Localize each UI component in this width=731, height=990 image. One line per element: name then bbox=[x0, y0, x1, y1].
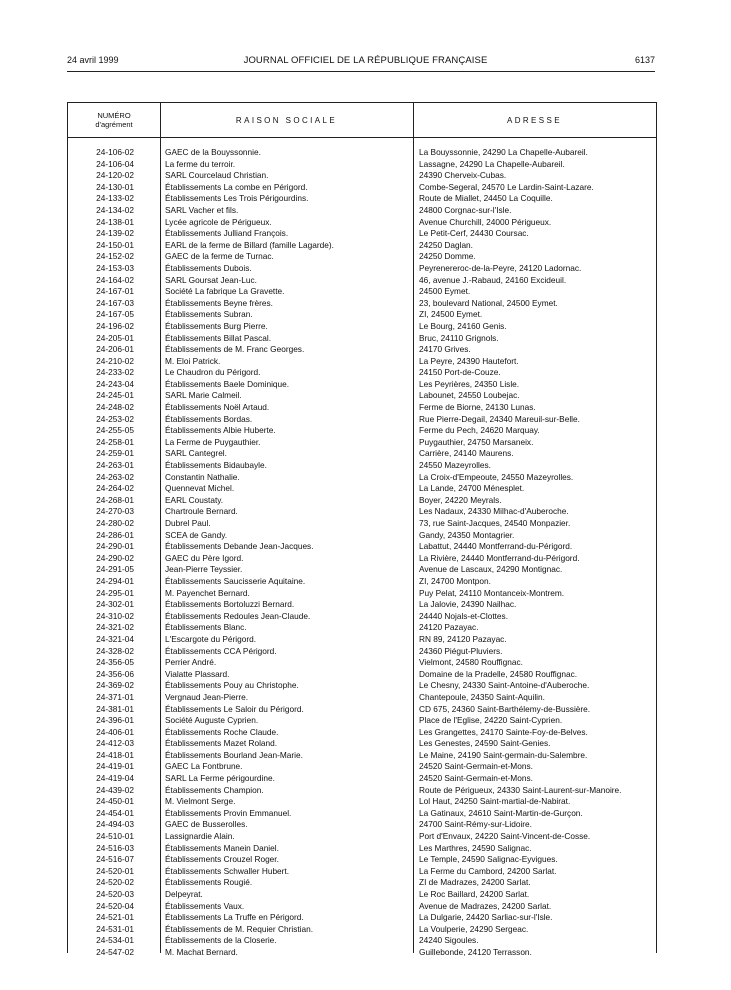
row-adresse: 24550 Mazeyrolles. bbox=[419, 460, 491, 471]
row-adresse: 24240 Sigoules. bbox=[419, 935, 479, 946]
row-number: 24-263-01 bbox=[96, 460, 134, 471]
row-raison-sociale: Établissements Saucisserie Aquitaine. bbox=[165, 575, 306, 586]
row-adresse: Puy Pelat, 24110 Montanceix-Montrem. bbox=[419, 587, 565, 598]
table-row bbox=[68, 808, 656, 820]
row-adresse: 24170 Grives. bbox=[419, 344, 471, 355]
row-number: 24-302-01 bbox=[96, 599, 134, 610]
row-number: 24-450-01 bbox=[96, 796, 134, 807]
row-adresse: Route de Périgueux, 24330 Saint-Laurent-sur-Manoire. bbox=[419, 784, 622, 795]
row-number: 24-253-02 bbox=[96, 413, 134, 424]
column-header-adresse: ADRESSE bbox=[506, 115, 563, 125]
row-number: 24-164-02 bbox=[96, 274, 134, 285]
row-number: 24-531-01 bbox=[96, 923, 134, 934]
row-raison-sociale: L'Escargote du Périgord. bbox=[165, 633, 257, 644]
row-number: 24-139-02 bbox=[96, 228, 134, 239]
row-raison-sociale: Établissements Noël Artaud. bbox=[165, 402, 270, 413]
row-adresse: 24700 Saint-Rémy-sur-Lidoire. bbox=[419, 819, 532, 830]
row-raison-sociale: Établissements Beyne frères. bbox=[165, 297, 273, 308]
row-raison-sociale: La ferme du terroir. bbox=[165, 158, 236, 169]
table-row bbox=[68, 761, 656, 773]
row-adresse: Les Nadaux, 24330 Milhac-d'Auberoche. bbox=[419, 506, 569, 517]
row-number: 24-150-01 bbox=[96, 239, 134, 250]
table-row bbox=[68, 309, 656, 321]
row-number: 24-295-01 bbox=[96, 587, 134, 598]
table-row bbox=[68, 495, 656, 507]
row-number: 24-494-03 bbox=[96, 819, 134, 830]
table-row bbox=[68, 205, 656, 217]
row-raison-sociale: Perrier André. bbox=[165, 657, 217, 668]
table-row bbox=[68, 599, 656, 611]
row-number: 24-371-01 bbox=[96, 691, 134, 702]
row-adresse: Le Maine, 24190 Saint-germain-du-Salembre. bbox=[419, 749, 588, 760]
table-row bbox=[68, 553, 656, 565]
row-adresse: ZI, 24700 Montpon. bbox=[419, 575, 491, 586]
table-header bbox=[68, 103, 656, 138]
row-adresse: 24390 Cherveix-Cubas. bbox=[419, 170, 507, 181]
table-row bbox=[68, 935, 656, 947]
row-raison-sociale: M. Eloi Patrick. bbox=[165, 355, 221, 366]
row-number: 24-328-02 bbox=[96, 645, 134, 656]
row-number: 24-294-01 bbox=[96, 575, 134, 586]
row-raison-sociale: Établissements Julliand François. bbox=[165, 228, 289, 239]
table-row bbox=[68, 680, 656, 692]
row-number: 24-259-01 bbox=[96, 448, 134, 459]
row-raison-sociale: Chartroule Bernard. bbox=[165, 506, 238, 517]
row-number: 24-120-02 bbox=[96, 170, 134, 181]
row-raison-sociale: La Ferme de Puygauthier. bbox=[165, 436, 261, 447]
row-raison-sociale: M. Machat Bernard. bbox=[165, 946, 238, 957]
row-raison-sociale: SARL Courcelaud Christian. bbox=[165, 170, 269, 181]
row-raison-sociale: Établissements Pouy au Christophe. bbox=[165, 680, 299, 691]
table-row bbox=[68, 576, 656, 588]
row-number: 24-381-01 bbox=[96, 703, 134, 714]
row-number: 24-138-01 bbox=[96, 216, 134, 227]
row-raison-sociale: Vialatte Plassard. bbox=[165, 668, 230, 679]
row-raison-sociale: Société Auguste Cyprien. bbox=[165, 715, 259, 726]
row-adresse: Ferme du Pech, 24620 Marquay. bbox=[419, 425, 540, 436]
row-raison-sociale: Quennevat Michel. bbox=[165, 483, 235, 494]
row-number: 24-520-01 bbox=[96, 865, 134, 876]
row-adresse: La Ferme du Cambord, 24200 Sarlat. bbox=[419, 865, 557, 876]
column-header-numero-line2: d'agrément bbox=[95, 120, 133, 129]
row-number: 24-406-01 bbox=[96, 726, 134, 737]
row-adresse: 24250 Daglan. bbox=[419, 239, 473, 250]
column-header-numero bbox=[68, 103, 160, 137]
row-number: 24-412-03 bbox=[96, 738, 134, 749]
table-row bbox=[68, 402, 656, 414]
row-number: 24-419-01 bbox=[96, 761, 134, 772]
row-adresse: Les Genestes, 24590 Saint-Genies. bbox=[419, 738, 551, 749]
row-adresse: Avenue Churchill, 24000 Périgueux. bbox=[419, 216, 552, 227]
row-adresse: La Dulgarie, 24420 Sarliac-sur-l'Isle. bbox=[419, 912, 553, 923]
row-number: 24-245-01 bbox=[96, 390, 134, 401]
row-raison-sociale: Société La fabrique La Gravette. bbox=[165, 286, 285, 297]
table-row bbox=[68, 298, 656, 310]
table-row bbox=[68, 379, 656, 391]
row-adresse: Route de Miallet, 24450 La Coquille. bbox=[419, 193, 553, 204]
row-raison-sociale: Établissements La combe en Périgord. bbox=[165, 181, 308, 192]
row-adresse: La Voulperie, 24290 Sergeac. bbox=[419, 923, 529, 934]
row-adresse: 46, avenue J.-Rabaud, 24160 Excideuil. bbox=[419, 274, 567, 285]
row-number: 24-106-04 bbox=[96, 158, 134, 169]
row-raison-sociale: Établissements Rougié. bbox=[165, 877, 253, 888]
row-raison-sociale: EARL de la ferme de Billard (famille Lagarde). bbox=[165, 239, 334, 250]
row-number: 24-130-01 bbox=[96, 181, 134, 192]
table-row bbox=[68, 947, 656, 959]
table-row bbox=[68, 924, 656, 936]
table-row bbox=[68, 657, 656, 669]
table-row bbox=[68, 564, 656, 576]
table-row bbox=[68, 530, 656, 542]
table-row bbox=[68, 831, 656, 843]
row-adresse: La Croix-d'Empeoute, 24550 Mazeyrolles. bbox=[419, 471, 574, 482]
row-adresse: Avenue de Lascaux, 24290 Montignac. bbox=[419, 564, 563, 575]
row-adresse: ZI, 24500 Eymet. bbox=[419, 309, 483, 320]
row-raison-sociale: Constantin Nathalie. bbox=[165, 471, 240, 482]
header-title: JOURNAL OFFICIEL DE LA RÉPUBLIQUE FRANÇAISE bbox=[243, 55, 488, 66]
row-number: 24-205-01 bbox=[96, 332, 134, 343]
row-raison-sociale: Jean-Pierre Teyssier. bbox=[165, 564, 243, 575]
row-adresse: 24520 Saint-Germain-et-Mons. bbox=[419, 773, 533, 784]
row-adresse: Port d'Envaux, 24220 Saint-Vincent-de-Cosse. bbox=[419, 831, 591, 842]
row-number: 24-106-02 bbox=[96, 147, 134, 157]
row-raison-sociale: SCEA de Gandy. bbox=[165, 529, 228, 540]
row-number: 24-418-01 bbox=[96, 749, 134, 760]
row-raison-sociale: Établissements Manein Daniel. bbox=[165, 842, 279, 853]
row-number: 24-290-02 bbox=[96, 552, 134, 563]
table-row bbox=[68, 715, 656, 727]
table-row bbox=[68, 704, 656, 716]
row-adresse: Labounet, 24550 Loubejac. bbox=[419, 390, 520, 401]
table-row bbox=[68, 356, 656, 368]
row-adresse: Avenue de Madrazes, 24200 Sarlat. bbox=[419, 900, 552, 911]
row-raison-sociale: Établissements Les Trois Périgourdins. bbox=[165, 193, 309, 204]
row-adresse: Ferme de Biorne, 24130 Lunas. bbox=[419, 402, 536, 413]
table-row bbox=[68, 750, 656, 762]
row-raison-sociale: Établissements Blanc. bbox=[165, 622, 247, 633]
row-raison-sociale: GAEC de Busserolles. bbox=[165, 819, 248, 830]
row-raison-sociale: Établissements Mazet Roland. bbox=[165, 738, 278, 749]
table-row bbox=[68, 843, 656, 855]
row-raison-sociale: Établissements Debande Jean-Jacques. bbox=[165, 541, 314, 552]
row-adresse: Carrière, 24140 Maurens. bbox=[419, 448, 514, 459]
table-row bbox=[68, 889, 656, 901]
row-adresse: ZI de Madrazes, 24200 Sarlat. bbox=[419, 877, 531, 888]
row-number: 24-290-01 bbox=[96, 541, 134, 552]
row-raison-sociale: Établissements CCA Périgord. bbox=[165, 645, 277, 656]
table-row bbox=[68, 448, 656, 460]
row-raison-sociale: M. Vielmont Serge. bbox=[165, 796, 236, 807]
row-number: 24-356-06 bbox=[96, 668, 134, 679]
row-raison-sociale: Établissements de la Closerie. bbox=[165, 935, 277, 946]
row-number: 24-291-05 bbox=[96, 564, 134, 575]
row-number: 24-534-01 bbox=[96, 935, 134, 946]
row-adresse: Puygauthier, 24750 Marsaneix. bbox=[419, 436, 534, 447]
row-number: 24-419-04 bbox=[96, 773, 134, 784]
row-raison-sociale: Établissements Dubois. bbox=[165, 262, 252, 273]
row-adresse: Le Temple, 24590 Salignac-Eyvigues. bbox=[419, 854, 558, 865]
row-number: 24-520-04 bbox=[96, 900, 134, 911]
row-adresse: Le Petit-Cerf, 24430 Coursac. bbox=[419, 228, 529, 239]
row-adresse: Les Marthres, 24590 Salignac. bbox=[419, 842, 532, 853]
table-row bbox=[68, 912, 656, 924]
row-adresse: 23, boulevard National, 24500 Eymet. bbox=[419, 297, 558, 308]
row-number: 24-321-02 bbox=[96, 622, 134, 633]
table-row bbox=[68, 390, 656, 402]
row-raison-sociale: SARL Vacher et fils. bbox=[165, 204, 239, 215]
column-header-raison-sociale: RAISON SOCIALE bbox=[235, 115, 338, 125]
row-adresse: Lassagne, 24290 La Chapelle-Aubareil. bbox=[419, 158, 565, 169]
row-raison-sociale: Établissements Provin Emmanuel. bbox=[165, 807, 292, 818]
row-raison-sociale: GAEC de la ferme de Turnac. bbox=[165, 251, 274, 262]
row-number: 24-270-03 bbox=[96, 506, 134, 517]
row-adresse: Chantepoule, 24350 Saint-Aquilin. bbox=[419, 691, 545, 702]
row-number: 24-210-02 bbox=[96, 355, 134, 366]
row-number: 24-152-02 bbox=[96, 251, 134, 262]
row-raison-sociale: Le Chaudron du Périgord. bbox=[165, 367, 261, 378]
table-row bbox=[68, 819, 656, 831]
row-raison-sociale: SARL Goursat Jean-Luc. bbox=[165, 274, 257, 285]
table-row bbox=[68, 344, 656, 356]
row-adresse: RN 89, 24120 Pazayac. bbox=[419, 633, 507, 644]
row-adresse: La Peyre, 24390 Hautefort. bbox=[419, 355, 519, 366]
row-number: 24-134-02 bbox=[96, 204, 134, 215]
row-raison-sociale: Établissements Subran. bbox=[165, 309, 253, 320]
row-number: 24-243-04 bbox=[96, 378, 134, 389]
table-row bbox=[68, 692, 656, 704]
row-raison-sociale: EARL Coustaty. bbox=[165, 494, 224, 505]
table-row bbox=[68, 147, 656, 159]
row-adresse: Lol Haut, 24250 Saint-martial-de-Nabirat. bbox=[419, 796, 571, 807]
row-number: 24-310-02 bbox=[96, 610, 134, 621]
row-number: 24-454-01 bbox=[96, 807, 134, 818]
row-raison-sociale: Dubrel Paul. bbox=[165, 518, 211, 528]
table-body bbox=[68, 147, 656, 959]
row-adresse: Domaine de la Pradelle, 24580 Rouffignac. bbox=[419, 668, 578, 679]
table-row bbox=[68, 877, 656, 889]
row-number: 24-521-01 bbox=[96, 912, 134, 923]
row-adresse: La Jalovie, 24390 Nailhac. bbox=[419, 599, 517, 610]
table-row bbox=[68, 437, 656, 449]
row-raison-sociale: Établissements de M. Franc Georges. bbox=[165, 344, 305, 355]
row-adresse: La Gatinaux, 24610 Saint-Martin-de-Gurçon. bbox=[419, 807, 583, 818]
row-number: 24-167-05 bbox=[96, 309, 134, 320]
row-number: 24-167-03 bbox=[96, 297, 134, 308]
table-row bbox=[68, 506, 656, 518]
row-raison-sociale: Établissements de M. Requier Christian. bbox=[165, 923, 314, 934]
row-number: 24-516-03 bbox=[96, 842, 134, 853]
row-adresse: 24520 Saint-Germain-et-Mons. bbox=[419, 761, 533, 772]
row-adresse: CD 675, 24360 Saint-Barthélemy-de-Bussière. bbox=[419, 703, 591, 714]
row-number: 24-356-05 bbox=[96, 657, 134, 668]
row-adresse: Le Bourg, 24160 Genis. bbox=[419, 320, 507, 331]
table-row bbox=[68, 588, 656, 600]
row-raison-sociale: GAEC de la Bouyssonnie. bbox=[165, 147, 261, 157]
row-adresse: Peyrenereroc-de-la-Peyre, 24120 Ladornac. bbox=[419, 262, 582, 273]
table-row bbox=[68, 159, 656, 171]
row-number: 24-263-02 bbox=[96, 471, 134, 482]
table-row bbox=[68, 669, 656, 681]
row-raison-sociale: Vergnaud Jean-Pierre. bbox=[165, 691, 249, 702]
row-number: 24-268-01 bbox=[96, 494, 134, 505]
row-adresse: Boyer, 24220 Meyrals. bbox=[419, 494, 502, 505]
row-number: 24-196-02 bbox=[96, 320, 134, 331]
row-adresse: 24360 Piégut-Pluviers. bbox=[419, 645, 503, 656]
table-row bbox=[68, 460, 656, 472]
table-row bbox=[68, 866, 656, 878]
row-adresse: 24150 Port-de-Couze. bbox=[419, 367, 501, 378]
row-adresse: 24120 Pazayac. bbox=[419, 622, 479, 633]
table-row bbox=[68, 333, 656, 345]
row-raison-sociale: GAEC du Père Igord. bbox=[165, 552, 244, 563]
row-raison-sociale: Établissements Billat Pascal. bbox=[165, 332, 272, 343]
table-row bbox=[68, 217, 656, 229]
row-adresse: 24500 Eymet. bbox=[419, 286, 471, 297]
table-row bbox=[68, 518, 656, 530]
row-raison-sociale: Établissements La Truffe en Périgord. bbox=[165, 912, 304, 923]
row-number: 24-255-05 bbox=[96, 425, 134, 436]
row-number: 24-248-02 bbox=[96, 402, 134, 413]
row-adresse: La Lande, 24700 Ménesplet. bbox=[419, 483, 525, 494]
table-row bbox=[68, 796, 656, 808]
table-row bbox=[68, 367, 656, 379]
row-adresse: La Rivière, 24440 Montferrand-du-Périgord. bbox=[419, 552, 580, 563]
row-adresse: Les Grangettes, 24170 Sainte-Foy-de-Belves. bbox=[419, 726, 588, 737]
table-row bbox=[68, 483, 656, 495]
row-raison-sociale: GAEC La Fontbrune. bbox=[165, 761, 243, 772]
row-raison-sociale: Lassignardie Alain. bbox=[165, 831, 235, 842]
table-row bbox=[68, 773, 656, 785]
table-row bbox=[68, 193, 656, 205]
table-row bbox=[68, 727, 656, 739]
row-raison-sociale: Établissements Schwaller Hubert. bbox=[165, 865, 290, 876]
table-row bbox=[68, 634, 656, 646]
table-row bbox=[68, 240, 656, 252]
row-number: 24-280-02 bbox=[96, 518, 134, 528]
table-row bbox=[68, 901, 656, 913]
table-row bbox=[68, 414, 656, 426]
row-number: 24-133-02 bbox=[96, 193, 134, 204]
table-row bbox=[68, 622, 656, 634]
table-row bbox=[68, 170, 656, 182]
row-raison-sociale: Établissements Bordas. bbox=[165, 413, 253, 424]
row-raison-sociale: Établissements Vaux. bbox=[165, 900, 245, 911]
table-row bbox=[68, 228, 656, 240]
row-raison-sociale: Établissements Champion. bbox=[165, 784, 264, 795]
table-row bbox=[68, 541, 656, 553]
row-adresse: Labattut, 24440 Montferrand-du-Périgord. bbox=[419, 541, 573, 552]
row-raison-sociale: Établissements Bidaubayle. bbox=[165, 460, 267, 471]
table-row bbox=[68, 785, 656, 797]
row-adresse: Bruc, 24110 Grignols. bbox=[419, 332, 499, 343]
row-number: 24-510-01 bbox=[96, 831, 134, 842]
row-raison-sociale: SARL La Ferme périgourdine. bbox=[165, 773, 275, 784]
row-raison-sociale: Établissements Crouzel Roger. bbox=[165, 854, 279, 865]
row-number: 24-167-01 bbox=[96, 286, 134, 297]
row-adresse: Guillebonde, 24120 Terrasson. bbox=[419, 946, 532, 957]
table-row bbox=[68, 182, 656, 194]
row-adresse: Combe-Segeral, 24570 Le Lardin-Saint-Lazare. bbox=[419, 181, 594, 192]
table-row bbox=[68, 321, 656, 333]
row-raison-sociale: Établissements Burg Pierre. bbox=[165, 320, 268, 331]
table-row bbox=[68, 251, 656, 263]
table-row bbox=[68, 286, 656, 298]
row-number: 24-520-02 bbox=[96, 877, 134, 888]
row-raison-sociale: Delpeyrat. bbox=[165, 889, 203, 899]
header-date: 24 avril 1999 bbox=[67, 55, 119, 65]
row-number: 24-286-01 bbox=[96, 529, 134, 540]
row-adresse: 24250 Domme. bbox=[419, 251, 476, 262]
row-number: 24-233-02 bbox=[96, 367, 134, 378]
header-rule bbox=[67, 71, 655, 72]
row-adresse: Rue Pierre-Degail, 24340 Mareuil-sur-Belle. bbox=[419, 413, 580, 424]
row-raison-sociale: Établissements Bortoluzzi Bernard. bbox=[165, 599, 295, 610]
row-adresse: Le Chesny, 24330 Saint-Antoine-d'Auberoche. bbox=[419, 680, 590, 691]
row-raison-sociale: SARL Cantegrel. bbox=[165, 448, 227, 459]
row-number: 24-321-04 bbox=[96, 633, 134, 644]
row-adresse: 24440 Nojals-et-Clottes. bbox=[419, 610, 509, 621]
row-raison-sociale: Établissements Albie Huberte. bbox=[165, 425, 276, 436]
row-number: 24-396-01 bbox=[96, 715, 134, 726]
row-adresse: 73, rue Saint-Jacques, 24540 Monpazier. bbox=[419, 518, 571, 528]
row-raison-sociale: SARL Marie Calmeil. bbox=[165, 390, 242, 401]
table-row bbox=[68, 646, 656, 658]
row-adresse: Place de l'Eglise, 24220 Saint-Cyprien. bbox=[419, 715, 563, 726]
table-row bbox=[68, 472, 656, 484]
row-number: 24-520-03 bbox=[96, 889, 134, 899]
table-row bbox=[68, 738, 656, 750]
row-number: 24-206-01 bbox=[96, 344, 134, 355]
row-number: 24-516-07 bbox=[96, 854, 134, 865]
row-raison-sociale: M. Payenchet Bernard. bbox=[165, 587, 250, 598]
table-row bbox=[68, 275, 656, 287]
row-raison-sociale: Établissements Baele Dominique. bbox=[165, 378, 290, 389]
row-raison-sociale: Établissements Le Saloir du Périgord. bbox=[165, 703, 304, 714]
header-page-number: 6137 bbox=[634, 55, 655, 65]
row-number: 24-258-01 bbox=[96, 436, 134, 447]
row-raison-sociale: Lycée agricole de Périgueux. bbox=[165, 216, 272, 227]
row-number: 24-264-02 bbox=[96, 483, 134, 494]
table-row bbox=[68, 854, 656, 866]
row-raison-sociale: Établissements Redoules Jean-Claude. bbox=[165, 610, 311, 621]
table-row bbox=[68, 425, 656, 437]
row-adresse: Le Roc Baillard, 24200 Sarlat. bbox=[419, 889, 530, 899]
row-adresse: Vielmont, 24580 Rouffignac. bbox=[419, 657, 523, 668]
row-raison-sociale: Établissements Roche Claude. bbox=[165, 726, 279, 737]
row-adresse: Gandy, 24350 Montagrier. bbox=[419, 529, 515, 540]
page-header bbox=[0, 0, 731, 80]
row-adresse: La Bouyssonnie, 24290 La Chapelle-Aubareil. bbox=[419, 147, 588, 157]
approval-table bbox=[67, 102, 657, 957]
column-header-numero-line1: NUMÉRO bbox=[97, 111, 131, 120]
row-number: 24-439-02 bbox=[96, 784, 134, 795]
row-number: 24-369-02 bbox=[96, 680, 134, 691]
row-adresse: 24800 Corgnac-sur-l'Isle. bbox=[419, 204, 512, 215]
row-number: 24-153-03 bbox=[96, 262, 134, 273]
row-number: 24-547-02 bbox=[96, 946, 134, 957]
table-row bbox=[68, 263, 656, 275]
table-row bbox=[68, 611, 656, 623]
row-adresse: Les Peyrières, 24350 Lisle. bbox=[419, 378, 520, 389]
row-raison-sociale: Établissements Bourland Jean-Marie. bbox=[165, 749, 303, 760]
